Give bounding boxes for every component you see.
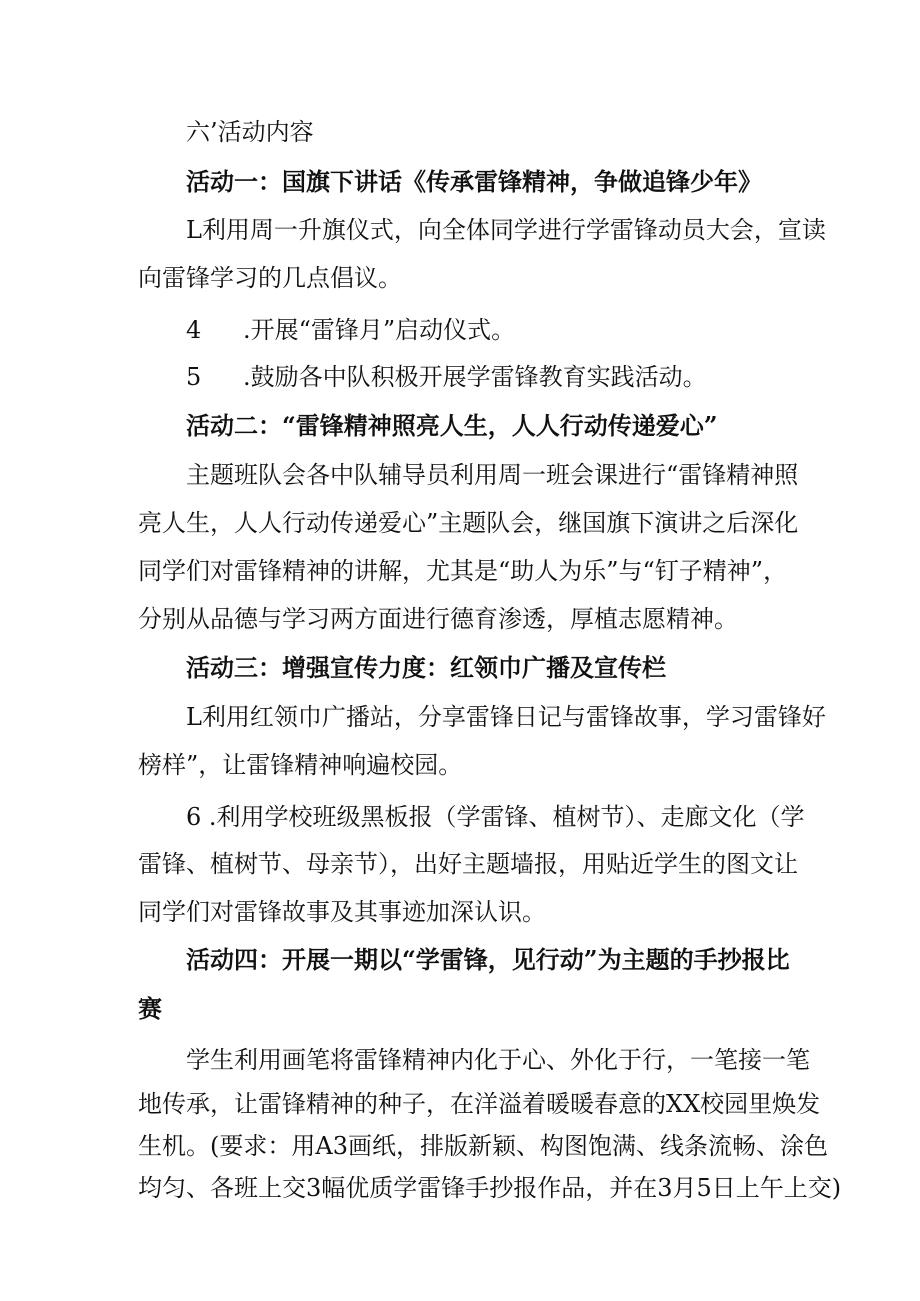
activity-2-line-3: 同学们对雷锋精神的讲解，尤其是“助人为乐”与“钉子精神”，	[138, 557, 788, 585]
activity-3-item-2-line-2: 雷锋、植树节、母亲节），出好主题墙报，用贴近学生的图文让	[138, 850, 798, 878]
item-text: .鼓励各中队积极开展学雷锋教育实践活动。	[243, 363, 707, 391]
item-number: 5	[186, 363, 202, 391]
activity-4-line-3: 生机。(要求：用A3画纸，排版新颖、构图饱满、线条流畅、涂色	[138, 1132, 828, 1160]
activity-3-item-2-line-3: 同学们对雷锋故事及其事迹加深认识。	[138, 898, 546, 926]
activity-3-item-1-line-2: 榜样”，让雷锋精神响遍校园。	[138, 751, 463, 779]
activity-3-item-2-line-1: 6 .利用学校班级黑板报（学雷锋、植树节）、走廊文化（学	[186, 803, 805, 831]
item-number: 4	[186, 316, 202, 344]
activity-4-heading-line-2: 赛	[138, 994, 162, 1023]
activity-1-item-1-line-2: 向雷锋学习的几点倡议。	[138, 264, 402, 292]
activity-3-item-1-line-1: L利用红领巾广播站，分享雷锋日记与雷锋故事，学习雷锋好	[186, 703, 826, 731]
activity-2-line-1: 主题班队会各中队辅导员利用周一班会课进行“雷锋精神照	[186, 461, 799, 489]
activity-4-line-1: 学生利用画笔将雷锋精神内化于心、外化于行，一笔接一笔	[186, 1046, 810, 1074]
activity-4-line-2: 地传承，让雷锋精神的种子，在洋溢着暖暖春意的XX校园里焕发	[138, 1090, 821, 1118]
activity-1-item-1-line-1: L利用周一升旗仪式，向全体同学进行学雷锋动员大会，宣读	[186, 216, 826, 244]
item-text: .开展“雷锋月”启动仪式。	[243, 316, 516, 344]
activity-1-heading: 活动一：国旗下讲话《传承雷锋精神，争做追锋少年》	[186, 167, 762, 196]
activity-4-line-4: 均匀、各班上交3幅优质学雷锋手抄报作品，并在3月5日上午上交)	[138, 1174, 842, 1202]
section-title: 六’活动内容	[186, 118, 314, 146]
activity-2-heading: 活动二：“雷锋精神照亮人生，人人行动传递爱心”	[186, 411, 718, 440]
activity-2-line-2: 亮人生，人人行动传递爱心”主题队会，继国旗下演讲之后深化	[138, 509, 799, 537]
activity-2-line-4: 分别从品德与学习两方面进行德育渗透，厚植志愿精神。	[138, 605, 738, 633]
activity-4-heading-line-1: 活动四：开展一期以“学雷锋，见行动”为主题的手抄报比	[186, 945, 790, 974]
activity-3-heading: 活动三：增强宣传力度：红领巾广播及宣传栏	[186, 653, 666, 682]
